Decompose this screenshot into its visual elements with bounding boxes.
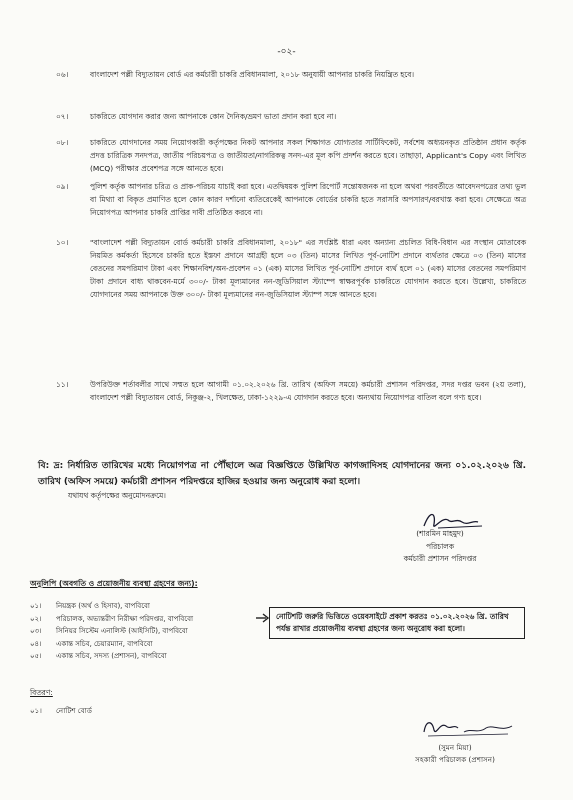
clause-number: ০৭। [56,112,69,121]
list-item [30,638,270,651]
clause-text: বাংলাদেশ পল্লী বিদ্যুতায়ন বোর্ড এর কর্মচারী চাকরি প্রবিধানমালা, ২০১৮ অনুযায়ী আপনার চাকরি নিয়ন্ত্রিত হবে। [90,70,414,79]
closing-line: যথাযথ কর্তৃপক্ষের অনুমোদনক্রমে। [68,491,166,500]
signatory-title: পরিচালক [425,541,454,551]
clause-number: ০৮। [56,138,69,147]
distribution-title: বিতরণ: [30,688,53,697]
list-number: ০৪। [30,639,42,648]
clause-08 [56,136,526,175]
list-item [30,625,270,638]
clause-number: ০৯। [56,182,69,191]
clause-10 [56,236,526,301]
list-text: একান্ত সচিব, সদস্য (প্রশাসন), বাপবিবো [56,652,167,660]
assistant-signature [418,714,518,740]
assistant-title: সহকারী পরিচালক (প্রশাসন) [415,755,495,764]
copy-to-list [30,600,270,663]
clause-text: চাকরিতে যোগদানের সময় নিয়োগকারী কর্তৃপক্ষের নিকট আপনার সকল শিক্ষাগত যোগ্যতার সার্টিফিকেট, সর্বশেষ অধ্যয়নকৃত প্রতিষ্ঠান প্রধান কর্তৃক প্রদত্ত চারিত্রিক সনদপত্র, জাতীয় পরিচয়পত্র ও জাতীয়তা/নাগরিকত্ব সনদ-এর মূল কপি প্রদর্শন করতে হবে। তাছাড়া, Applicant's Copy এবং লিখিত (MCQ) পরীক্ষার প্রবেশপত্র সঙ্গে আনতে হবে। [90,138,526,173]
list-item [30,706,92,718]
clause-11 [56,378,526,404]
list-item [30,600,270,613]
list-item [30,613,270,626]
signatory-office: কর্মচারী প্রশাসন পরিদপ্তর [403,554,477,563]
list-item [30,650,270,663]
assistant-signatory [390,742,520,766]
list-text: সিনিয়র সিস্টেম এনালিস্ট (আইসিটি), বাপবিবো [56,627,188,635]
page-number: -০২- [277,47,296,57]
copy-to-title: অনুলিপি (অবগতি ও প্রয়োজনীয় ব্যবস্থা গ্রহণের জন্য): [30,579,198,588]
list-number: ০২। [30,614,42,623]
clause-number: ০৬। [56,70,69,79]
clause-09 [56,180,526,219]
clause-07 [56,110,526,123]
director-signatory [380,528,500,566]
list-text: নোটিশ বোর্ড [56,706,93,715]
assistant-name: (সুমন মিয়া) [438,743,472,752]
clause-number: ১১। [56,380,69,389]
list-text: একান্ত সচিব, চেয়ারম্যান, বাপবিবো [56,639,153,648]
signatory-name: (শারমিন মাহমুদ) [416,529,464,538]
clause-text: "বাংলাদেশ পল্লী বিদ্যুতায়ন বোর্ড কর্মচারী চাকরি প্রবিধানমালা, ২০১৮" এর সংশ্লিষ্ট ধারা এবং অন্যান্য প্রচলিত বিধি-বিধান এর সংস্থান মোতাবেক নিয়মিত কর্মকর্তা হিসেবে চাকরি হতে ইস্তফা প্রদানে আগ্রহী হলে ০৩ (তিন) মাসের লিখিত পূর্ব-নোটিশ প্রদানে ব্যর্থতার ক্ষেত্রে ০৩ (তিন) মাসের বেতনের সমপরিমাণ টাকা এবং শিক্ষানবিশ/অন-প্রবেশন ০১ (এক) মাসের লিখিত পূর্ব-নোটিশ প্রদানে ব্যর্থ হলে ০১ (এক) মাসের বেতনের সমপরিমাণ টাকা প্রদানে বাধ্য থাকবেন-মর্মে ৩০০/- টাকা মূল্যমানের নন-জুডিসিয়াল স্ট্যাম্পে স্বাক্ষরপূর্বক চাকরিতে যোগদান করতে হবে। উল্লেখ্য, চাকরিতে যোগদানের সময় আপনাকে উক্ত ৩০০/- টাকা মূল্যমানের নন-জুডিসিয়াল স্ট্যাম্প সঙ্গে আনতে হবে। [90,238,526,299]
clause-text: চাকরিতে যোগদান করার জন্য আপনাকে কোন দৈনিক/ভ্রমণ ভাতা প্রদান করা হবে না। [90,112,337,121]
special-note: বি: দ্র: নির্ধারিত তারিখের মধ্যে নিয়োগপত্র না পৌঁছালে অত্র বিজ্ঞপ্তিতে উল্লিখিত কাগজাদিসহ যোগদানের জন্য ০১.০২.২০২৬ খ্রি. তারিখ (অফিস সময়ে) কর্মচারী প্রশাসন পরিদপ্তরে হাজির হওয়ার জন্য অনুরোধ করা হলো। [38,461,526,487]
list-number: ০১। [30,706,42,715]
clause-text: উপরিউক্ত শর্তাবলীর সাথে সম্মত হলে আগামী ০১.০২.২০২৬ খ্রি. তারিখ (অফিস সময়ে) কর্মচারী প্রশাসন পরিদপ্তর, সদর দপ্তর ভবন (২য় তলা), বাংলাদেশ পল্লী বিদ্যুতায়ন বোর্ড, নিকুঞ্জ-২, খিলক্ষেত, ঢাকা-১২২৯-এ যোগদান করতে হবে। অন্যথায় নিয়োগপত্র বাতিল বলে গণ্য হবে। [90,380,526,402]
list-number: ০৫। [30,652,42,660]
list-number: ০৩। [30,627,42,635]
list-text: নিয়ন্ত্রক (অর্থ ও হিসাব), বাপবিবো [56,602,150,610]
clause-number: ১০। [56,238,69,247]
website-publish-note: নোটিশটি জরুরি ভিত্তিতে ওয়েবসাইটে প্রকাশ করতঃ ০১.০২.২০২৬ খ্রি. তারিখ পর্যন্ত রাখার প্রয়োজনীয় ব্যবস্থা গ্রহণের জন্য অনুরোধ করা হলো। [269,607,525,639]
list-text: পরিচালক, অভ্যন্তরীণ নিরীক্ষা পরিদপ্তর, বাপবিবো [56,614,194,623]
list-number: ০১। [30,602,42,610]
clause-06 [56,68,526,81]
clause-text: পুলিশ কর্তৃক আপনার চরিত্র ও প্রাক-পরিচয় যাচাই করা হবে। এতদ্বিষয়ক পুলিশ রিপোর্ট সন্তোষজনক না হলে অথবা পরবর্তীতে আবেদনপত্রের তথ্য ভুল বা মিথ্যা বা বিকৃত প্রমাণিত হলে কোন কারণ দর্শানো ব্যতিরেকেই আপনাকে বোর্ডের চাকরি হতে সরাসরি অপসারণ/বরখাস্ত করা হবে। সেক্ষেত্রে অত্র নিয়োগপত্র আপনার চাকরি প্রাপ্তির দাবী প্রতিষ্ঠিত করবে না। [90,182,527,217]
